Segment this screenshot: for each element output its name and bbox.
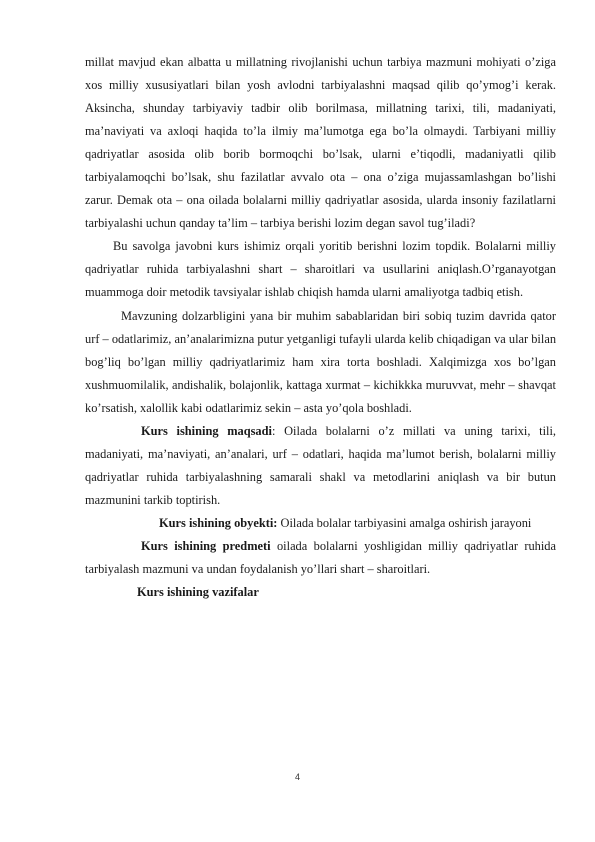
paragraph-goal bbox=[85, 420, 556, 512]
paragraph-question-answer: Bu savolga javobni kurs ishimiz orqali yoritib berishni lozim topdik. Bolalarni milliy qadriyatlar ruhida tarbiyalashni shart – sharoitlari va usullarini aniqlash.O’rganayotgan muammoga doir metodik tavsiyalar ishlab chiqish hamda ularni amaliyotga tadbiq etish. bbox=[85, 239, 556, 300]
paragraph-intro: millat mavjud ekan albatta u millatning rivojlanishi uchun tarbiya mazmuni mohiyati o’ziga xos milliy xususiyatlari bilan yosh avlodni tarbiyalashni maqsad qilib qo’ymog’i kerak. Aksincha, shunday tarbiyaviy tadbir olib borilmasa, millatning tarixi, tili, madaniyati, ma’naviyati va axloqi haqida to’la ilmiy ma’lumotga ega bo’la olmaydi. Tarbiyani milliy qadriyatlar asosida olib borib bormoqchi bo’lsak, ularni e’tiqodli, madaniyatli qilib tarbiyalamoqchi bo’lsak, shu fazilatlar avvalo ota – ona o’ziga mujassamlashgan bo’lishi zarur. Demak ota – ona oilada bolalarni milliy qadriyatlar asosida, ularda insoniy fazilatlarni tarbiyalashi uchun qanday ta’lim – tarbiya berishi lozim degan savol tug’iladi? bbox=[85, 55, 556, 231]
tasks-heading: Kurs ishining vazifalar bbox=[137, 585, 259, 600]
paragraph-subject bbox=[85, 535, 556, 581]
paragraph-object bbox=[85, 512, 556, 535]
goal-text: : Oilada bolalarni o’z millati va uning tarixi, tili, madaniyati, ma’naviyati, an’analari, urf – odatlari, haqida ma’lumot berish, bolalarni milliy qadriyatlar ruhida tarbiyalashning samarali shakl va metodlarini aniqlash va bir butun mazmunini tarkib toptirish. bbox=[85, 423, 557, 507]
body-text bbox=[85, 51, 556, 604]
subject-text: oilada bolalarni yoshligidan milliy qadriyatlar ruhida tarbiyalash mazmuni va undan foydalanish yo’llari shart – sharoitlari. bbox=[85, 538, 556, 577]
page-number: 4 bbox=[294, 772, 300, 782]
object-text: Oilada bolalar tarbiyasini amalga oshirish jarayoni bbox=[277, 515, 532, 530]
subject-label: Kurs ishining predmeti bbox=[141, 538, 271, 553]
goal-label: Kurs ishining maqsadi bbox=[141, 423, 272, 438]
object-label: Kurs ishining obyekti: bbox=[159, 515, 278, 530]
paragraph-relevance: Mavzuning dolzarbligini yana bir muhim sabablaridan biri sobiq tuzim davrida qator urf – odatlarimiz, an’analarimizna putur yetganligi tufayli ularda kelib chiqadigan va ular bilan bog’liq bo’lgan milliy qadriyatlarimiz ham xira torta boshladi. Xalqimizga xos bo’lgan xushmuomilalik, andishalik, bolajonlik, kattaga xurmat – kichikkka muruvvat, mehr – shavqat ko’rsatish, xalollik kabi odatlarimiz sekin – asta yo’qola boshladi. bbox=[85, 308, 557, 415]
